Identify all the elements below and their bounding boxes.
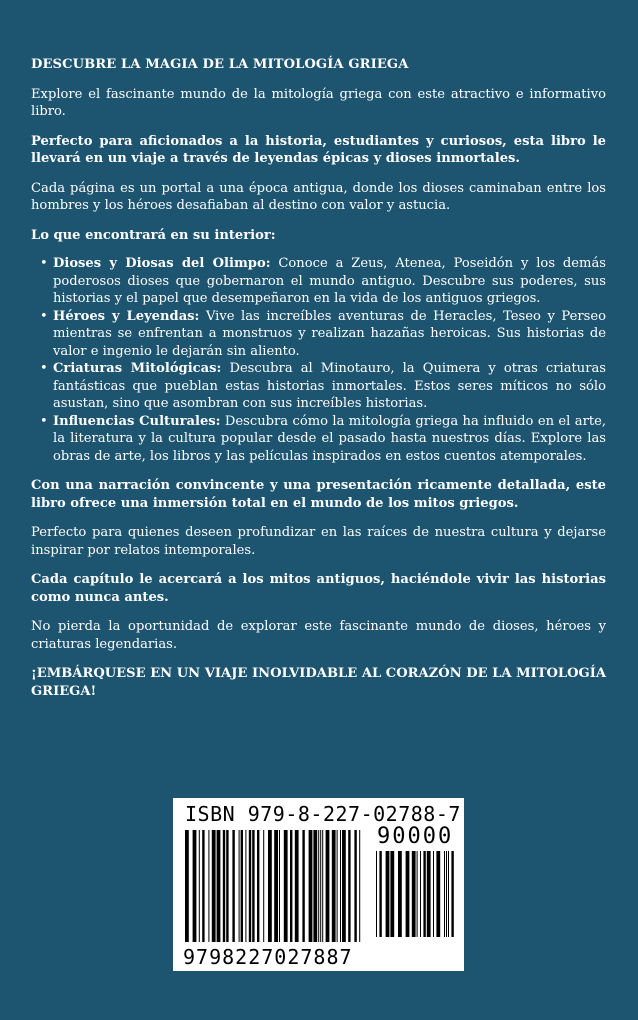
- barcode-bar: [318, 830, 319, 942]
- chapter-paragraph: Cada capítulo le acercará a los mitos antiguos, haciéndole vivir las historias como nunca antes.: [31, 572, 606, 605]
- barcode-bar: [320, 830, 321, 942]
- barcode-bar: [274, 830, 278, 942]
- barcode-bar: [202, 830, 204, 942]
- barcode-bar: [398, 851, 402, 937]
- barcode-bar: [212, 830, 216, 942]
- back-cover-text: [31, 56, 606, 712]
- feature-lead: Héroes y Leyendas:: [53, 308, 200, 324]
- barcode-bar: [390, 851, 394, 937]
- dont-miss-paragraph: No pierda la oportunidad de explorar este fascinante mundo de dioses, héroes y criaturas legendarias.: [31, 619, 606, 652]
- feature-item: [31, 413, 606, 466]
- feature-text: Descubra al Minotauro, la Quimera y otras criaturas fantásticas que pueblan estas historias inmortales. Estos seres míticos no sólo asustan, sino que asombran con sus increíbles historias.: [53, 361, 606, 411]
- barcode-bar: [423, 851, 425, 937]
- barcode-bar: [444, 851, 445, 937]
- barcode-bar: [446, 851, 447, 937]
- price-code: 90000: [377, 824, 454, 849]
- portal-paragraph: Cada página es un portal a una época antigua, donde los dioses caminaban entre los hombres y los héroes desafiaban al destino con valor y astucia.: [31, 180, 606, 213]
- barcode-bar: [412, 851, 416, 937]
- ean-digits: 9798227027887: [183, 945, 353, 969]
- barcode-bar: [354, 830, 356, 942]
- isbn-barcode: [173, 798, 464, 971]
- barcode-bar: [332, 830, 336, 942]
- barcode-bar: [337, 830, 338, 942]
- barcode-bar: [433, 851, 434, 937]
- barcode-bar: [185, 830, 189, 942]
- barcode-bar: [249, 830, 251, 942]
- barcode-bar: [208, 830, 209, 942]
- barcode-bar: [239, 830, 240, 942]
- barcode-bar: [386, 851, 390, 937]
- barcode-bar: [284, 830, 288, 942]
- barcode-bar: [223, 830, 225, 942]
- feature-item: [31, 255, 606, 308]
- barcode-bar: [340, 830, 341, 942]
- barcode-bar: [245, 830, 246, 942]
- barcode-bar: [232, 830, 234, 942]
- price-bars: [376, 851, 454, 941]
- narration-paragraph: Con una narración convincente y una presentación ricamente detallada, este libro ofrece una inmersión total en el mundo de los mitos griegos.: [31, 478, 606, 511]
- feature-text: Vive las increíbles aventuras de Heracles, Teseo y Perseo mientras se enfrentan a monstruos y realizan hazañas heroicas. Sus historias de valor e ingenio le dejarán sin aliento.: [53, 308, 606, 359]
- perfect-for-paragraph: Perfecto para quienes deseen profundizar en las raíces de nuestra cultura y dejarse inspirar por relatos intemporales.: [31, 525, 606, 558]
- barcode-bar: [263, 830, 264, 942]
- barcode-bar: [268, 830, 272, 942]
- audience-paragraph: Perfecto para aficionados a la historia, estudiantes y curiosos, esta libro le llevará en un viaje a través de leyendas épicas y dioses inmortales.: [31, 133, 606, 166]
- barcode-bar: [302, 830, 304, 942]
- feature-item: [31, 308, 606, 361]
- feature-text: Descubra cómo la mitología griega ha influido en el arte, la literatura y la cultura popular desde el pasado hasta nuestros días. Explore las obras de arte, los libros y las películas inspirados en estos cuentos atemporales.: [53, 413, 606, 464]
- feature-lead: Influencias Culturales:: [53, 413, 221, 429]
- barcode-bar: [226, 830, 228, 942]
- feature-item: [31, 360, 606, 413]
- barcode-bar: [417, 851, 418, 937]
- barcode-bar: [427, 851, 431, 937]
- closing-line: ¡EMBÁRQUESE EN UN VIAJE INOLVIDABLE AL CORAZÓN DE LA MITOLOGÍA GRIEGA!: [31, 666, 606, 699]
- inside-title: Lo que encontrará en su interior:: [31, 227, 276, 243]
- barcode-bar: [348, 830, 350, 942]
- ean-bars: [185, 830, 365, 948]
- barcode-bar: [295, 830, 299, 942]
- feature-list: [31, 255, 606, 465]
- barcode-bar: [420, 851, 421, 937]
- barcode-bar: [241, 830, 243, 942]
- intro-paragraph: Explore el fascinante mundo de la mitología griega con este atractivo e informativo libro.: [31, 86, 606, 119]
- feature-lead: Criaturas Mitológicas:: [53, 361, 222, 376]
- barcode-bar: [257, 830, 259, 942]
- barcode-bar: [217, 830, 221, 942]
- barcode-bar: [406, 851, 410, 937]
- barcode-bar: [199, 830, 200, 942]
- barcode-bar: [326, 830, 330, 942]
- barcode-bar: [359, 830, 360, 942]
- heading: DESCUBRE LA MAGIA DE LA MITOLOGÍA GRIEGA: [31, 57, 409, 72]
- barcode-bar: [379, 851, 381, 937]
- barcode-bar: [193, 830, 197, 942]
- barcode-bar: [376, 851, 377, 937]
- feature-lead: Dioses y Diosas del Olimpo:: [53, 256, 271, 271]
- barcode-bar: [252, 830, 254, 942]
- barcode-bar: [342, 830, 346, 942]
- barcode-bar: [290, 830, 292, 942]
- barcode-bar: [451, 851, 453, 937]
- barcode-bar: [279, 830, 280, 942]
- barcode-bar: [309, 830, 313, 942]
- barcode-bar: [313, 830, 317, 942]
- barcode-bar: [436, 851, 440, 937]
- feature-text: Conoce a Zeus, Atenea, Poseidón y los demás poderosos dioses que gobernaron el mundo antiguo. Descubre sus poderes, sus historias y el papel que desempeñaron en la vida de los antiguos griegos.: [53, 256, 606, 306]
- barcode-bar: [322, 830, 323, 942]
- barcode-bar: [448, 851, 449, 937]
- isbn-label: ISBN 979-8-227-02788-7: [185, 802, 461, 826]
